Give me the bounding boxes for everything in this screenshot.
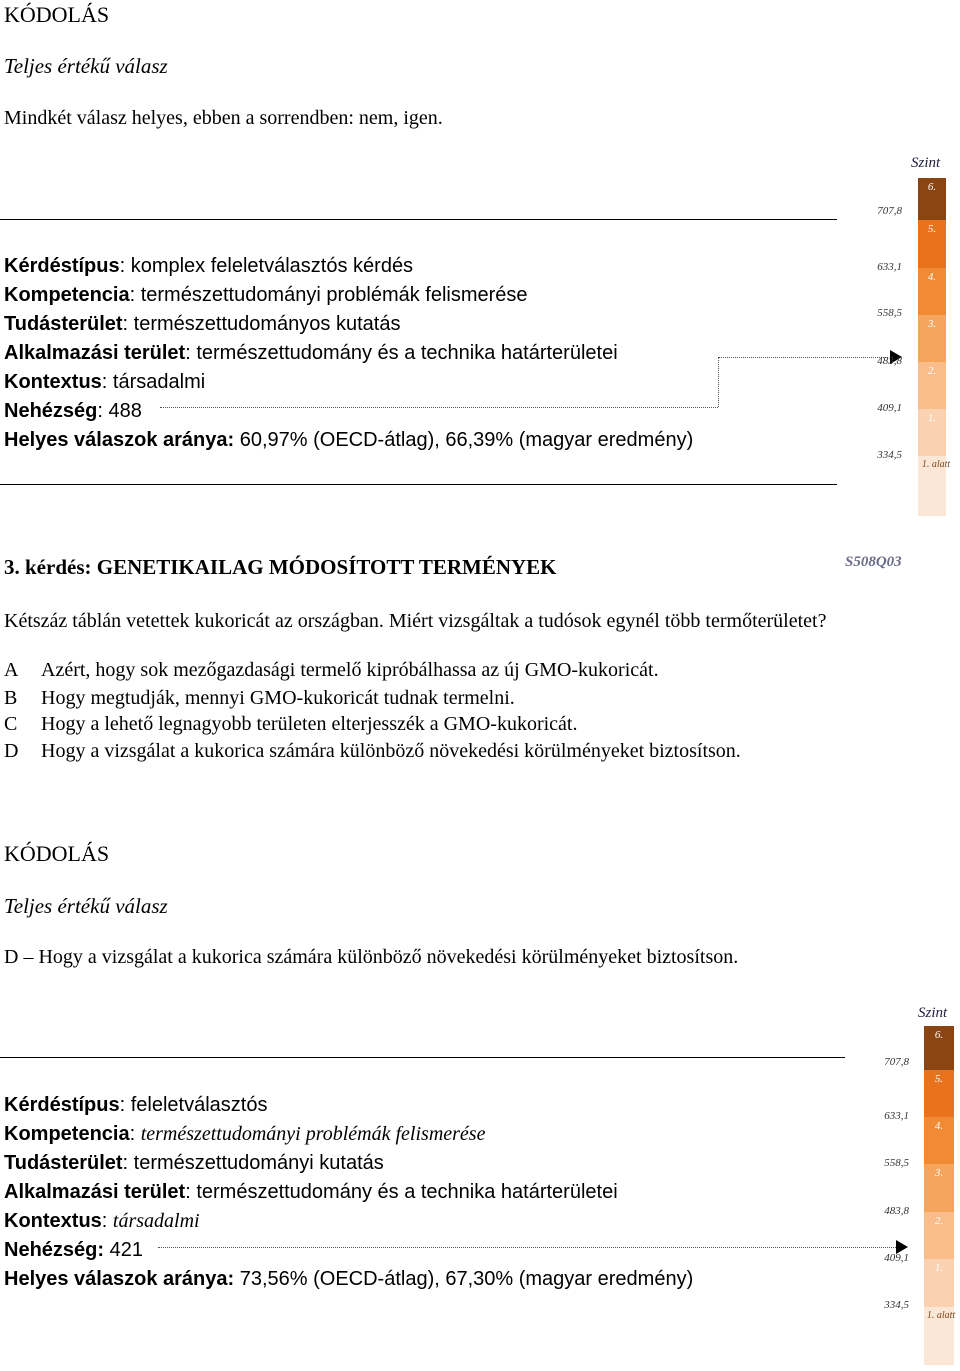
- answer-text-1: Mindkét válasz helyes, ebben a sorrendben: nem, igen.: [4, 107, 443, 129]
- scale-value: 707,8: [884, 1056, 909, 1068]
- scale-band-below-1: 1. alatt: [918, 456, 946, 516]
- coding-title-2: KÓDOLÁS: [4, 841, 110, 866]
- scale-band-3: 3.: [918, 315, 946, 362]
- option-letter: C: [4, 713, 18, 735]
- scale-value: 483,8: [877, 355, 902, 367]
- scale-band-6: 6.: [918, 178, 946, 220]
- option-b-text: Hogy megtudják, mennyi GMO-kukoricát tudnak termelni.: [41, 687, 515, 709]
- scale-band-2: 2.: [924, 1212, 954, 1259]
- scale-band-1: 1.: [924, 1259, 954, 1307]
- difficulty-pointer-line: [158, 1247, 896, 1248]
- difficulty-pointer-line: [718, 357, 719, 407]
- meta-row: Tudásterület: természettudományos kutatás: [4, 313, 401, 335]
- meta-row: Nehézség: 421: [4, 1239, 143, 1261]
- scale-band-5: 5.: [924, 1070, 954, 1117]
- scale-value: 334,5: [877, 449, 902, 461]
- scale-value: 409,1: [877, 402, 902, 414]
- answer-text-2: D – Hogy a vizsgálat a kukorica számára különböző növekedési körülményeket biztosítson.: [4, 946, 739, 968]
- meta-row: Tudásterület: természettudományi kutatás: [4, 1152, 384, 1174]
- divider-line: [0, 219, 837, 220]
- difficulty-pointer-line: [160, 407, 718, 408]
- scale-band-2: 2.: [918, 362, 946, 409]
- scale-value: 707,8: [877, 205, 902, 217]
- meta-row: Kompetencia: természettudományi problémák felismerése: [4, 1123, 486, 1145]
- meta-block-1: [4, 252, 693, 455]
- question-id: S508Q03: [845, 554, 902, 570]
- scale-band-5: 5.: [918, 220, 946, 268]
- meta-row: Kontextus: társadalmi: [4, 371, 206, 393]
- meta-row: Kérdéstípus: komplex feleletválasztós kérdés: [4, 255, 414, 277]
- scale-value: 334,5: [884, 1299, 909, 1311]
- option-letter: D: [4, 740, 19, 762]
- coding-title-1: KÓDOLÁS: [4, 2, 110, 27]
- scale-band-6: 6.: [924, 1026, 954, 1070]
- scale-band-3: 3.: [924, 1164, 954, 1212]
- full-credit-label-1: Teljes értékű válasz: [4, 54, 168, 78]
- scale-value: 409,1: [884, 1252, 909, 1264]
- option-letter: B: [4, 687, 18, 709]
- divider-line: [0, 1057, 845, 1058]
- scale-value: 633,1: [884, 1110, 909, 1122]
- scale-band-below-1: 1. alatt: [924, 1307, 954, 1365]
- meta-block-2: [4, 1091, 693, 1294]
- meta-row: Kontextus: társadalmi: [4, 1210, 200, 1232]
- scale-value: 633,1: [877, 261, 902, 273]
- scale-value: 483,8: [884, 1205, 909, 1217]
- option-d-text: Hogy a vizsgálat a kukorica számára különböző növekedési körülményeket biztosítson.: [41, 740, 741, 762]
- option-letter: A: [4, 659, 19, 681]
- scale-header: Szint: [918, 1005, 948, 1021]
- meta-row: Alkalmazási terület: természettudomány és a technika határterületei: [4, 342, 618, 364]
- scale-band-1: 1.: [918, 409, 946, 456]
- scale-band-4: 4.: [924, 1117, 954, 1164]
- meta-row: Nehézség: 488: [4, 400, 142, 422]
- scale-header: Szint: [911, 155, 941, 171]
- question-stem: Kétszáz táblán vetettek kukoricát az országban. Miért vizsgáltak a tudósok egynél több termőterületet?: [4, 610, 827, 632]
- meta-row: Kompetencia: természettudományi problémák felismerése: [4, 284, 528, 306]
- question-title: 3. kérdés: GENETIKAILAG MÓDOSÍTOTT TERMÉNYEK: [4, 555, 557, 579]
- meta-row: Helyes válaszok aránya: 60,97% (OECD-átlag), 66,39% (magyar eredmény): [4, 429, 694, 451]
- scale-value: 558,5: [877, 307, 902, 319]
- option-c-text: Hogy a lehető legnagyobb területen elterjesszék a GMO-kukoricát.: [41, 713, 578, 735]
- meta-row: Alkalmazási terület: természettudomány és a technika határterületei: [4, 1181, 618, 1203]
- scale-value: 558,5: [884, 1157, 909, 1169]
- meta-row: Kérdéstípus: feleletválasztós: [4, 1094, 268, 1116]
- full-credit-label-2: Teljes értékű válasz: [4, 894, 168, 918]
- meta-row: Helyes válaszok aránya: 73,56% (OECD-átlag), 67,30% (magyar eredmény): [4, 1268, 694, 1290]
- scale-band-4: 4.: [918, 268, 946, 315]
- option-a-text: Azért, hogy sok mezőgazdasági termelő kipróbálhassa az új GMO-kukoricát.: [41, 659, 659, 681]
- divider-line: [0, 484, 837, 485]
